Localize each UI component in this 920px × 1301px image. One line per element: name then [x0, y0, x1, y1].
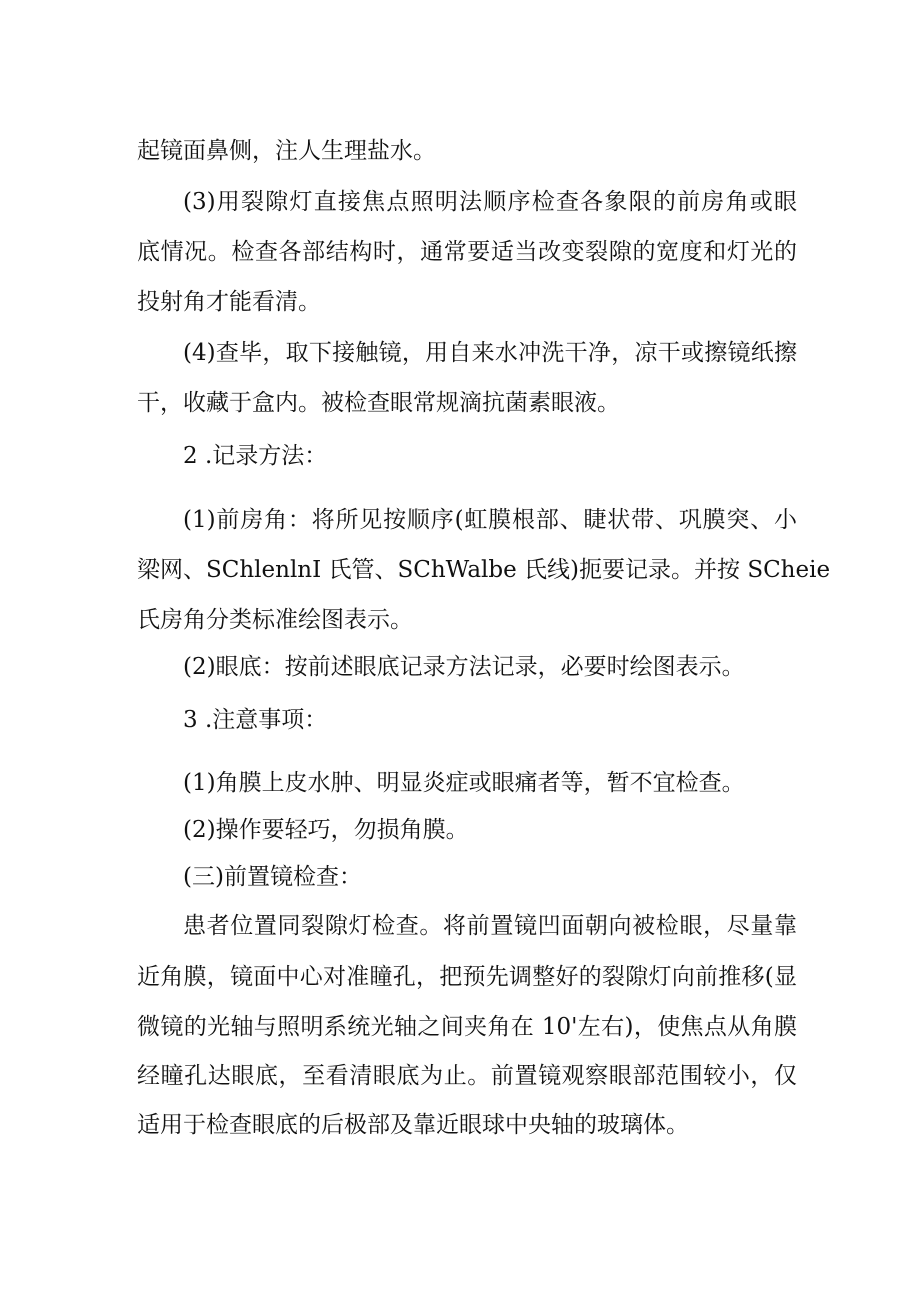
- text-line: 底情况。检查各部结构时，通常要适当改变裂隙的宽度和灯光的: [137, 239, 797, 265]
- text-line: 近角膜，镜面中心对准瞳孔，把预先调整好的裂隙灯向前推移(显: [137, 964, 797, 990]
- text-line: (2)操作要轻巧，勿损角膜。: [183, 817, 469, 843]
- text-line: 投射角才能看清。: [137, 289, 321, 315]
- text-line: 患者位置同裂隙灯检查。将前置镜凹面朝向被检眼，尽量靠: [183, 913, 797, 939]
- text-line: 干，收藏于盒内。被检查眼常规滴抗菌素眼液。: [137, 390, 620, 416]
- section-heading: 2 .记录方法：: [183, 443, 328, 469]
- text-line: 梁网、SChlenlnI 氏管、SChWalbe 氏线)扼要记录。并按 SCheie: [137, 557, 831, 583]
- text-line: 经瞳孔达眼底，至看清眼底为止。前置镜观察眼部范围较小，仅: [137, 1063, 797, 1089]
- text-line: 起镜面鼻侧，注人生理盐水。: [137, 138, 436, 164]
- text-line: 微镜的光轴与照明系统光轴之间夹角在 10'左右)，使焦点从角膜: [137, 1014, 797, 1040]
- text-line: 适用于检查眼底的后极部及靠近眼球中央轴的玻璃体。: [137, 1112, 689, 1138]
- section-heading: 3 .注意事项：: [183, 707, 328, 733]
- text-line: (3)用裂隙灯直接焦点照明法顺序检查各象限的前房角或眼: [183, 189, 797, 215]
- section-heading: (三)前置镜检查：: [183, 864, 362, 890]
- text-line: (4)查毕，取下接触镜，用自来水冲洗干净，凉干或擦镜纸擦: [183, 340, 797, 366]
- text-line: 氏房角分类标准绘图表示。: [137, 607, 413, 633]
- text-line: (1)前房角：将所见按顺序(虹膜根部、睫状带、巩膜突、小: [183, 507, 797, 533]
- text-line: (1)角膜上皮水肿、明显炎症或眼痛者等，暂不宜检查。: [183, 770, 745, 796]
- text-line: (2)眼底：按前述眼底记录方法记录，必要时绘图表示。: [183, 654, 745, 680]
